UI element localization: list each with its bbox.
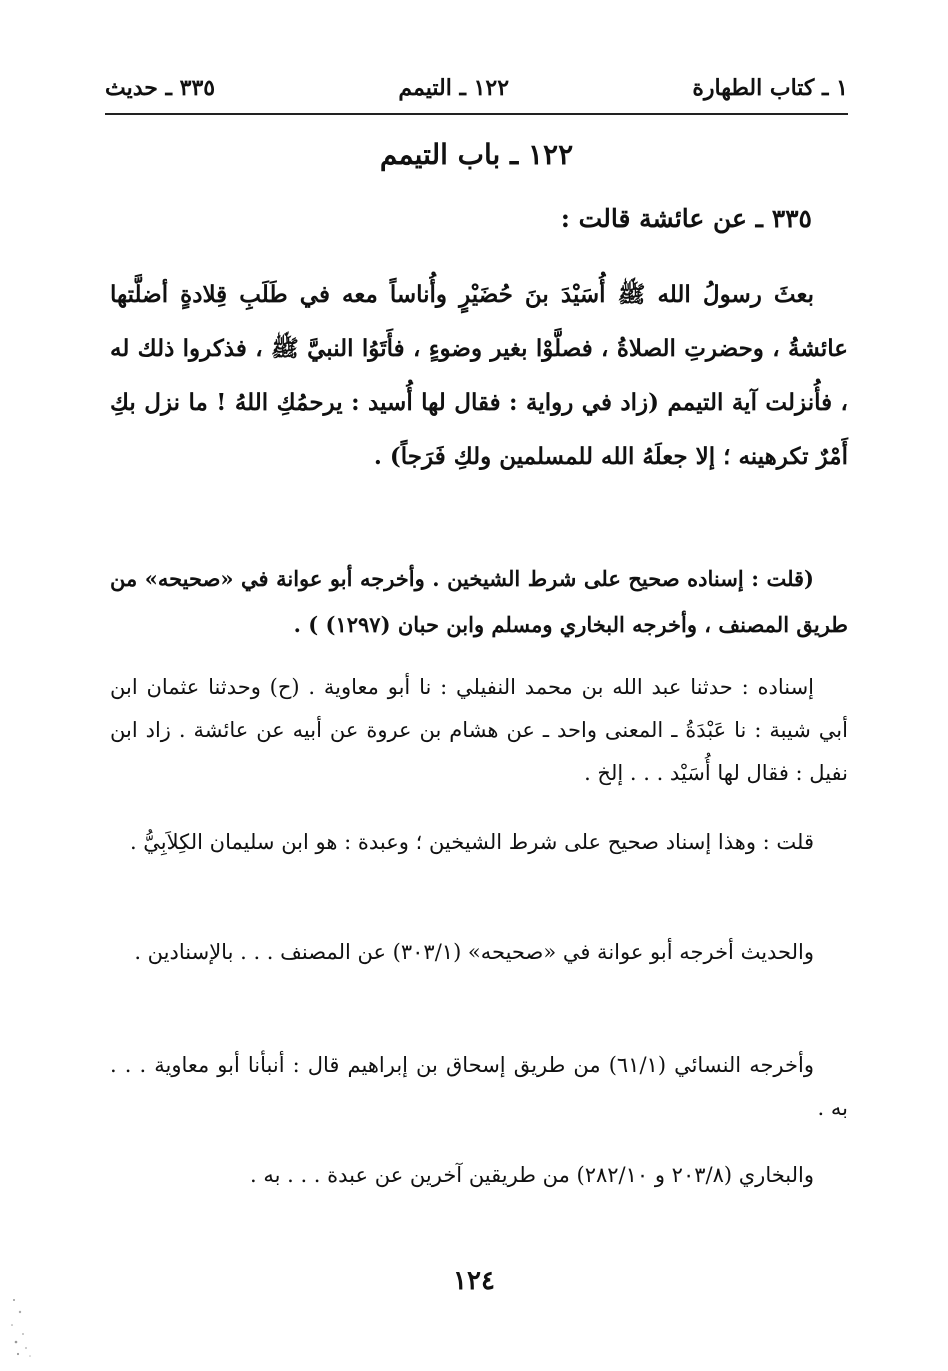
header-book-title: ١ ـ كتاب الطهارة — [692, 75, 848, 101]
takhrij-paragraph: والحديث أخرجه أبو عوانة في «صحيحه» (٣٠٣/١) عن المصنف . . . بالإسنادين . — [134, 940, 814, 964]
hadith-intro: ٣٣٥ ـ عن عائشة قالت : — [560, 204, 812, 233]
takhrij-paragraph: والبخاري (٢٠٣/٨ و ٢٨٢/١٠) من طريقين آخرين عن عبدة . . . به . — [249, 1163, 814, 1187]
takhrij-paragraph: وأخرجه النسائي (٦١/١) من طريق إسحاق بن إبراهيم قال : أنبأنا أبو معاوية . . . به . — [110, 1053, 848, 1120]
grading-note: (قلت : إسناده صحيح على شرط الشيخين . وأخرجه أبو عوانة في «صحيحه» من طريق المصنف ، وأخرجه البخاري ومسلم وابن حبان (١٢٩٧) ) . — [110, 566, 848, 637]
commentary-paragraph: قلت : وهذا إسناد صحيح على شرط الشيخين ؛ وعبدة : هو ابن سليمان الكِلاَبِيُّ . — [129, 830, 814, 854]
running-header — [105, 68, 848, 108]
scan-speckle — [8, 1290, 38, 1360]
header-hadith-number: ٣٣٥ ـ حديث — [105, 75, 216, 101]
header-chapter: ١٢٢ ـ التيمم — [398, 75, 510, 101]
page-number: ١٢٤ — [453, 1266, 495, 1296]
header-rule — [105, 113, 848, 115]
hadith-text: بعثَ رسولُ الله ﷺ أُسَيْدَ بنَ حُضَيْرٍ وأُناساً معه في طَلَبِ قِلادةٍ أضلَّتها عائشةُ ، وحضرتِ الصلاةُ ، فصلَّوْا بغير وضوءٍ ، فأَتَوُا النبيَّ ﷺ ، فذكروا ذلك له ، فأُنزلت آية التيمم (زاد في رواية : فقال لها أُسيد : يرحمُكِ اللهُ ! ما نزل بكِ أَمْرٌ تكرهينه ؛ إلا جعلَهُ الله للمسلمين ولكِ فَرَجاً) . — [110, 281, 848, 470]
chapter-title: ١٢٢ ـ باب التيمم — [379, 138, 574, 171]
isnad-paragraph: إسناده : حدثنا عبد الله بن محمد النفيلي : نا أبو معاوية . (ح) وحدثنا عثمان ابن أبي شيبة : نا عَبْدَةُ ـ المعنى واحد ـ عن هشام بن عروة عن أبيه عن عائشة . زاد ابن نفيل : فقال لها أُسَيْد . . . إلخ . — [110, 675, 848, 785]
